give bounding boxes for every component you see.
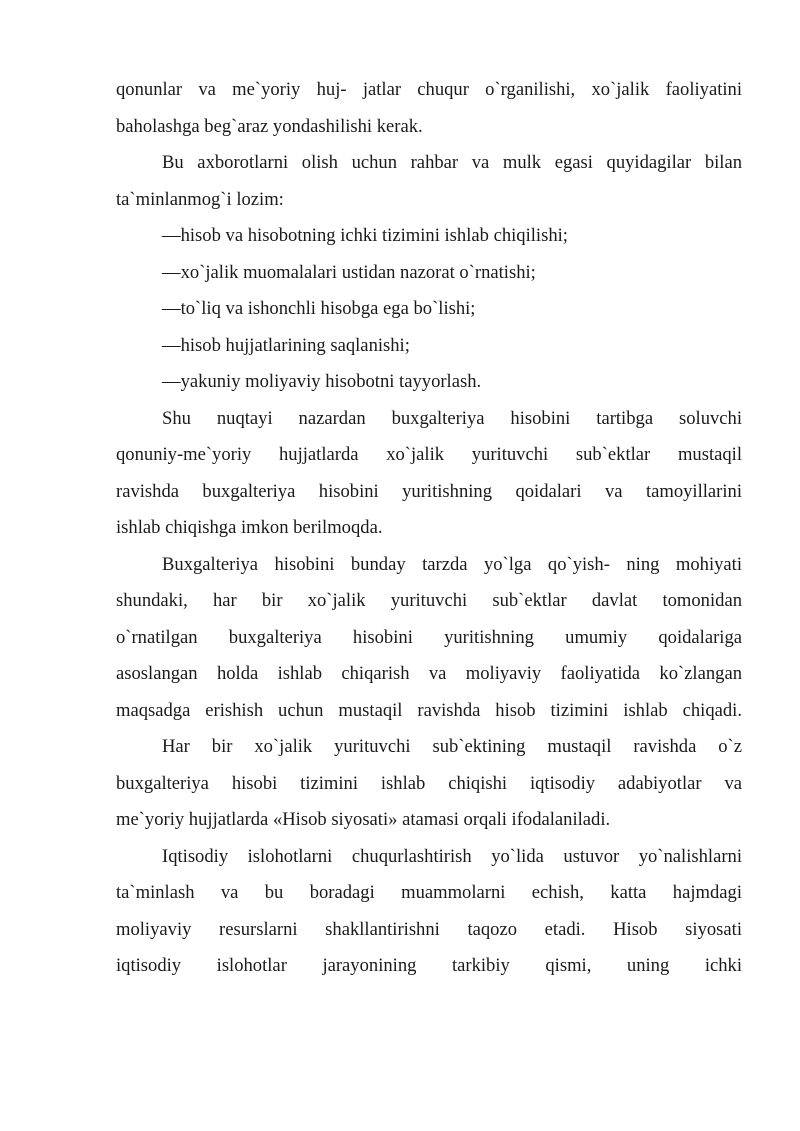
text-line: —to`liq va ishonchli hisobga ega bo`lishi; xyxy=(162,298,476,319)
text-line: iqtisodiy islohotlar jarayonining tarkibiy qismi, uning ichki xyxy=(116,955,742,976)
document-page xyxy=(116,72,742,985)
text-line: ravishda buxgalteriya hisobini yuritishning qoidalari va tamoyillarini xyxy=(116,480,742,502)
text-line: qonunlar va me`yoriy huj- jatlar chuqur o`rganilishi, xo`jalik faoliyatini xyxy=(116,79,742,100)
text-line: —hisob va hisobotning ichki tizimini ishlab chiqilishi; xyxy=(162,225,568,246)
text-line: —xo`jalik muomalalari ustidan nazorat o`rnatishi; xyxy=(162,261,536,283)
text-line: —hisob hujjatlarining saqlanishi; xyxy=(162,334,410,356)
text-line: Bu axborotlarni olish uchun rahbar va mulk egasi quyidagilar bilan xyxy=(162,152,742,173)
text-line: moliyaviy resurslarni shakllantirishni taqozo etadi. Hisob siyosati xyxy=(116,918,742,940)
text-line: me`yoriy hujjatlarda «Hisob siyosati» atamasi orqali ifodalaniladi. xyxy=(116,809,611,830)
text-line: baholashga beg`araz yondashilishi kerak. xyxy=(116,115,423,137)
text-line: asoslangan holda ishlab chiqarish va moliyaviy faoliyatida ko`zlangan xyxy=(116,663,742,684)
text-line: ta`minlash va bu boradagi muammolarni echish, katta hajmdagi xyxy=(116,882,742,903)
text-line: —yakuniy moliyaviy hisobotni tayyorlash. xyxy=(162,371,482,392)
text-line: ishlab chiqishga imkon berilmoqda. xyxy=(116,517,383,538)
text-line: maqsadga erishish uchun mustaqil ravishda hisob tizimini ishlab chiqadi. xyxy=(116,699,742,721)
text-line: Buxgalteriya hisobini bunday tarzda yo`lga qo`yish- ning mohiyati xyxy=(162,553,742,575)
text-line: Iqtisodiy islohotlarni chuqurlashtirish yo`lida ustuvor yo`nalishlarni xyxy=(162,845,742,867)
text-line: qonuniy-me`yoriy hujjatlarda xo`jalik yurituvchi sub`ektlar mustaqil xyxy=(116,444,742,465)
text-line: shundaki, har bir xo`jalik yurituvchi sub`ektlar davlat tomonidan xyxy=(116,590,742,611)
text-line: o`rnatilgan buxgalteriya hisobini yuritishning umumiy qoidalariga xyxy=(116,626,742,648)
text-line: Shu nuqtayi nazardan buxgalteriya hisobini tartibga soluvchi xyxy=(162,407,742,429)
text-line: buxgalteriya hisobi tizimini ishlab chiqishi iqtisodiy adabiyotlar va xyxy=(116,772,742,794)
text-line: Har bir xo`jalik yurituvchi sub`ektining mustaqil ravishda o`z xyxy=(162,736,742,757)
text-line: ta`minlanmog`i lozim: xyxy=(116,188,284,210)
